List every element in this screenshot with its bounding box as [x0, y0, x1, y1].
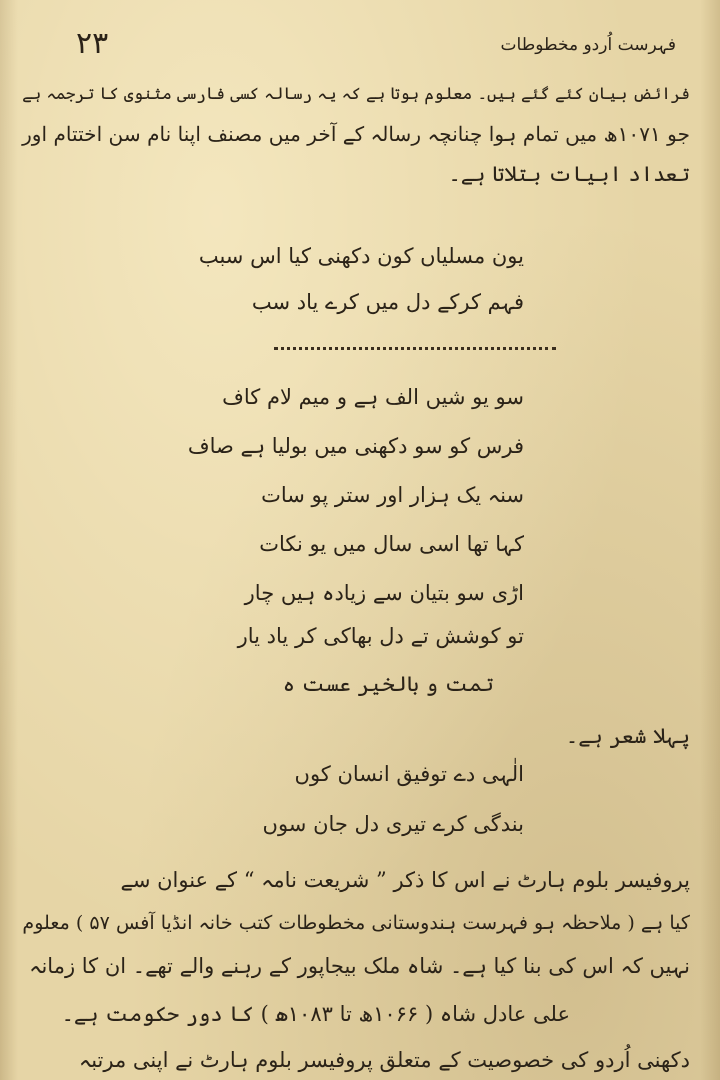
intro-line: تعداد ابیات بتلاتا ہے۔	[448, 162, 690, 186]
page-number: ۲۳	[76, 26, 109, 61]
outro-line: دکھنی اُردو کی خصوصیت کے متعلق پروفیسر بلوم ہارٹ نے اپنی مرتبہ	[78, 1048, 690, 1072]
verse-line: سو یو شیں الف ہے و میم لام کاف	[222, 385, 524, 409]
verse-line: کہا تھا اسی سال میں یو نکات	[259, 532, 524, 556]
outro-line: نہیں کہ اس کی بنا کیا ہے۔ شاہ ملک بیجاپور کے رہنے والے تھے۔ ان کا زمانہ	[29, 954, 690, 978]
verse-line: الٰہی دے توفیق انسان کوں	[294, 762, 524, 786]
verse-line: یون مسلیاں کون دکھنی کیا اس سبب	[198, 244, 524, 268]
verse-line: بندگی کرے تیری دل جان سوں	[262, 812, 524, 836]
verse-line: فرس کو سو دکھنی میں بولیا ہے صاف	[187, 434, 524, 458]
dotted-separator	[274, 347, 556, 350]
running-header: فہرست اُردو مخطوطات	[500, 35, 676, 55]
verse-line: تو کوشش تے دل بھاکی کر یاد یار	[237, 624, 524, 648]
colophon-line: تمت و بالخیر عست ہ	[282, 672, 494, 696]
verse-line: سنہ یک ہزار اور ستر پو سات	[261, 483, 524, 507]
outro-line: کیا ہے ( ملاحظہ ہو فہرست ہندوستانی مخطوطات کتب خانہ انڈیا آفس ۵۷ ) معلوم	[22, 911, 690, 934]
verse-line: فہم کرکے دل میں کرے یاد سب	[251, 290, 524, 314]
verse-line: اڑی سو بتیان سے زیادہ ہیں چار	[244, 581, 524, 605]
intro-line: جو ۱۰۷۱ھ میں تمام ہوا چنانچہ رسالہ کے آخر میں مصنف اپنا نام سن اختتام اور	[22, 122, 690, 146]
intro-line: فرائض بیان کئے گئے ہیں۔ معلوم ہوتا ہے کہ یہ رسالہ کسی فارسی مثنوی کا ترجمہ ہے	[22, 84, 690, 103]
outro-line: علی عادل شاہ ( ۱۰۶۶ھ تا ۱۰۸۳ھ ) کا دور حکومت ہے۔	[61, 1002, 570, 1026]
outro-line: پروفیسر بلوم ہارٹ نے اس کا ذکر ” شریعت نامہ “ کے عنوان سے	[120, 868, 690, 892]
first-verse-label: پہلا شعر ہے۔	[565, 724, 690, 748]
